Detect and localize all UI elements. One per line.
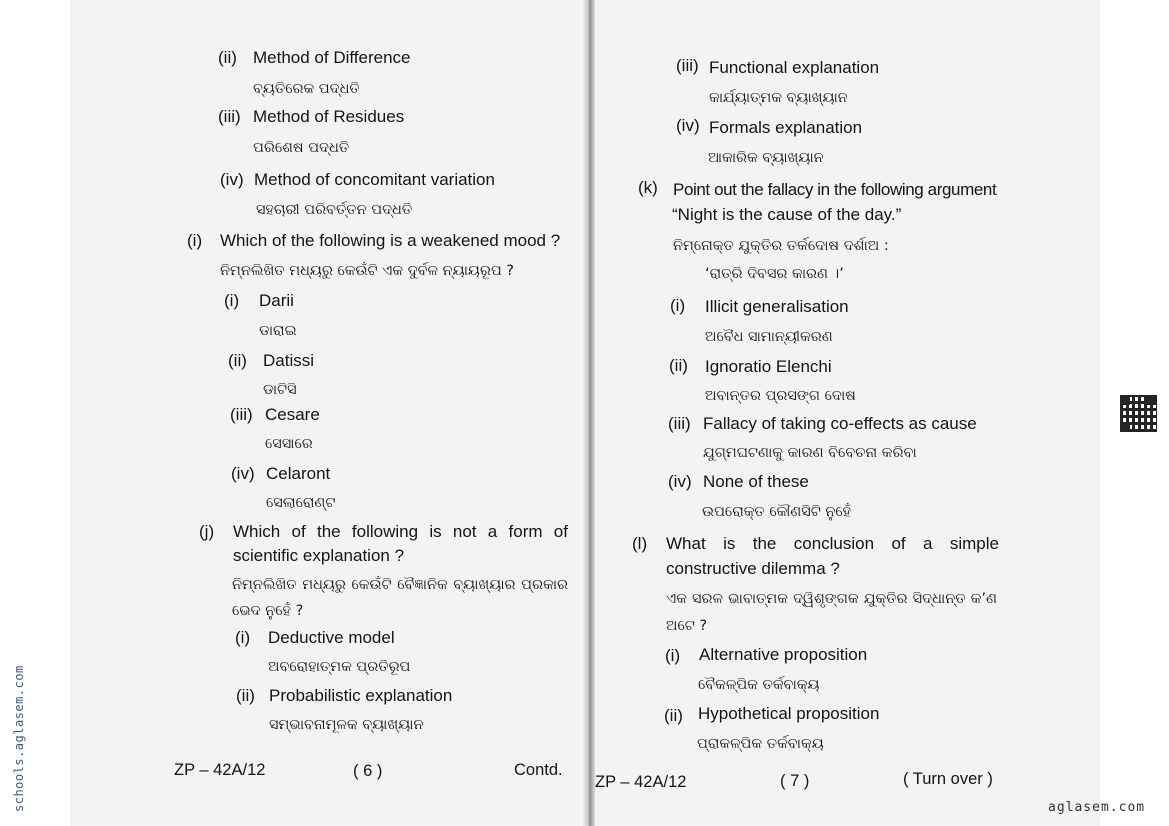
option-text-or: ଅବୈଧ ସାମାନ୍ୟୀକରଣ [705, 329, 833, 345]
option-text-en: Probabilistic explanation [269, 686, 453, 705]
option-text-or: ସମ୍ଭାବନାମୂଳକ ବ୍ୟାଖ୍ୟାନ [269, 717, 424, 733]
right-page [595, 0, 1100, 826]
option-text-or: ପ୍ରାକଳ୍ପିକ ତର୍କବାକ୍ୟ [697, 736, 824, 752]
option-number: (i) [670, 296, 686, 315]
option-text-en: Celaront [266, 464, 331, 483]
question-number: (j) [199, 522, 215, 541]
question-number: (i) [187, 231, 203, 250]
argument-quote-or: ‘ରାତ୍ରି ଦିବସର କାରଣ ।’ [705, 266, 844, 282]
option-text-en: Hypothetical proposition [698, 704, 880, 723]
option-number: (iii) [230, 405, 253, 424]
question-text-en: What is the conclusion of a simple [666, 534, 999, 553]
option-text-or: ଅବରୋହାତ୍ମକ ପ୍ରତିରୂପ [268, 659, 411, 675]
question-text-or: ନିମ୍ନଲିଖିତ ମଧ୍ୟରୁ କେଉଁଟି ଏକ ଦୁର୍ବଳ ନ୍ୟାୟରୂପ ? [220, 263, 515, 279]
question-text-en: Which of the following is not a form of [233, 522, 568, 541]
option-text-or: ଡାରାଇ [259, 323, 297, 339]
question-text-en: constructive dilemma ? [666, 559, 840, 578]
option-number: (i) [665, 646, 681, 665]
footer-page-number: ( 6 ) [353, 762, 383, 780]
qr-code-icon [1120, 395, 1157, 432]
item-number: (iv) [220, 170, 244, 189]
footer-page-number: ( 7 ) [780, 772, 810, 790]
item-text-en: Method of Difference [253, 48, 411, 67]
item-text-or: ବ୍ୟତିରେକ ପଦ୍ଧତି [253, 81, 360, 97]
item-number: (iv) [676, 116, 700, 135]
option-text-en: Ignoratio Elenchi [705, 357, 832, 376]
option-text-en: Alternative proposition [699, 645, 868, 664]
question-text-or: ଭେଦ ନୁହେଁ ? [232, 603, 304, 619]
option-text-or: ସେସାରେ [265, 436, 313, 452]
option-number: (ii) [236, 686, 255, 705]
footer-note: Contd. [514, 761, 563, 779]
footer-code: ZP – 42A/12 [174, 761, 266, 779]
item-text-or: ଆକାରିକ ବ୍ୟାଖ୍ୟାନ [708, 150, 824, 166]
option-number: (ii) [669, 356, 688, 375]
argument-quote: “Night is the cause of the day.” [672, 205, 902, 224]
option-text-en: Darii [259, 291, 294, 310]
question-text-en: Point out the fallacy in the following argument [673, 180, 997, 199]
item-number: (ii) [218, 48, 237, 67]
option-text-en: Illicit generalisation [705, 297, 849, 316]
option-number: (iv) [231, 464, 255, 483]
option-number: (iv) [668, 472, 692, 491]
option-text-or: ସେଲାରୋଣ୍ଟ [266, 495, 336, 511]
question-text-or: ନିମ୍ନଲିଖିତ ମଧ୍ୟରୁ କେଉଁଟି ବୈଜ୍ଞାନିକ ବ୍ୟାଖ୍ୟାର ପ୍ରକାର [232, 577, 568, 593]
question-text-or: ନିମ୍ନୋକ୍ତ ଯୁକ୍ତିର ତର୍କଦୋଷ ଦର୍ଶାଅ : [673, 238, 889, 254]
option-number: (i) [224, 291, 240, 310]
item-text-en: Method of Residues [253, 107, 405, 126]
item-text-or: କାର୍ଯ୍ୟାତ୍ମକ ବ୍ୟାଖ୍ୟାନ [709, 90, 848, 106]
option-text-or: ଡାଟିସି [263, 382, 297, 398]
item-text-or: ପରିଶେଷ ପଦ୍ଧତି [253, 140, 350, 156]
option-text-en: None of these [703, 472, 809, 491]
question-text-or: ଏକ ସରଳ ଭାବାତ୍ମକ ଦ୍ୱିଶୃଙ୍ଗକ ଯୁକ୍ତିର ସିଦ୍ଧାନ୍ତ କ’ଣ [666, 591, 997, 607]
question-text-en: Which of the following is a weakened mood ? [220, 231, 561, 250]
option-number: (iii) [668, 414, 691, 433]
option-text-or: ଉପରୋକ୍ତ କୌଣସିଟି ନୁହେଁ [702, 504, 852, 520]
left-page [70, 0, 583, 826]
option-text-or: ଅବାନ୍ତର ପ୍ରସଙ୍ଗ ଦୋଷ [705, 388, 856, 404]
option-text-en: Deductive model [268, 628, 395, 647]
option-number: (i) [235, 628, 251, 647]
item-text-or: ସହଚାରୀ ପରିବର୍ତ୍ତନ ପଦ୍ଧତି [256, 202, 413, 218]
page-gutter [583, 0, 595, 826]
question-text-or: ଅଟେ ? [666, 618, 708, 634]
footer-note: ( Turn over ) [903, 770, 993, 788]
option-text-or: ଯୁଗ୍ମଘଟଣାକୁ କାରଣ ବିବେଚନା କରିବା [703, 445, 917, 461]
option-text-en: Fallacy of taking co-effects as cause [703, 414, 977, 433]
item-number: (iii) [676, 56, 699, 75]
question-text-en: scientific explanation ? [233, 546, 405, 565]
item-number: (iii) [218, 107, 241, 126]
option-number: (ii) [664, 706, 683, 725]
footer-code: ZP – 42A/12 [595, 773, 687, 791]
item-text-en: Formals explanation [709, 118, 863, 137]
question-number: (l) [632, 534, 648, 553]
option-text-en: Cesare [265, 405, 320, 424]
item-text-en: Functional explanation [709, 58, 880, 77]
option-text-en: Datissi [263, 351, 315, 370]
watermark-left: schools.aglasem.com [12, 665, 26, 812]
question-number: (k) [638, 178, 658, 197]
watermark-right: aglasem.com [1048, 800, 1146, 815]
option-text-or: ବୈକଳ୍ପିକ ତର୍କବାକ୍ୟ [698, 677, 820, 693]
option-number: (ii) [228, 351, 247, 370]
item-text-en: Method of concomitant variation [254, 170, 495, 189]
